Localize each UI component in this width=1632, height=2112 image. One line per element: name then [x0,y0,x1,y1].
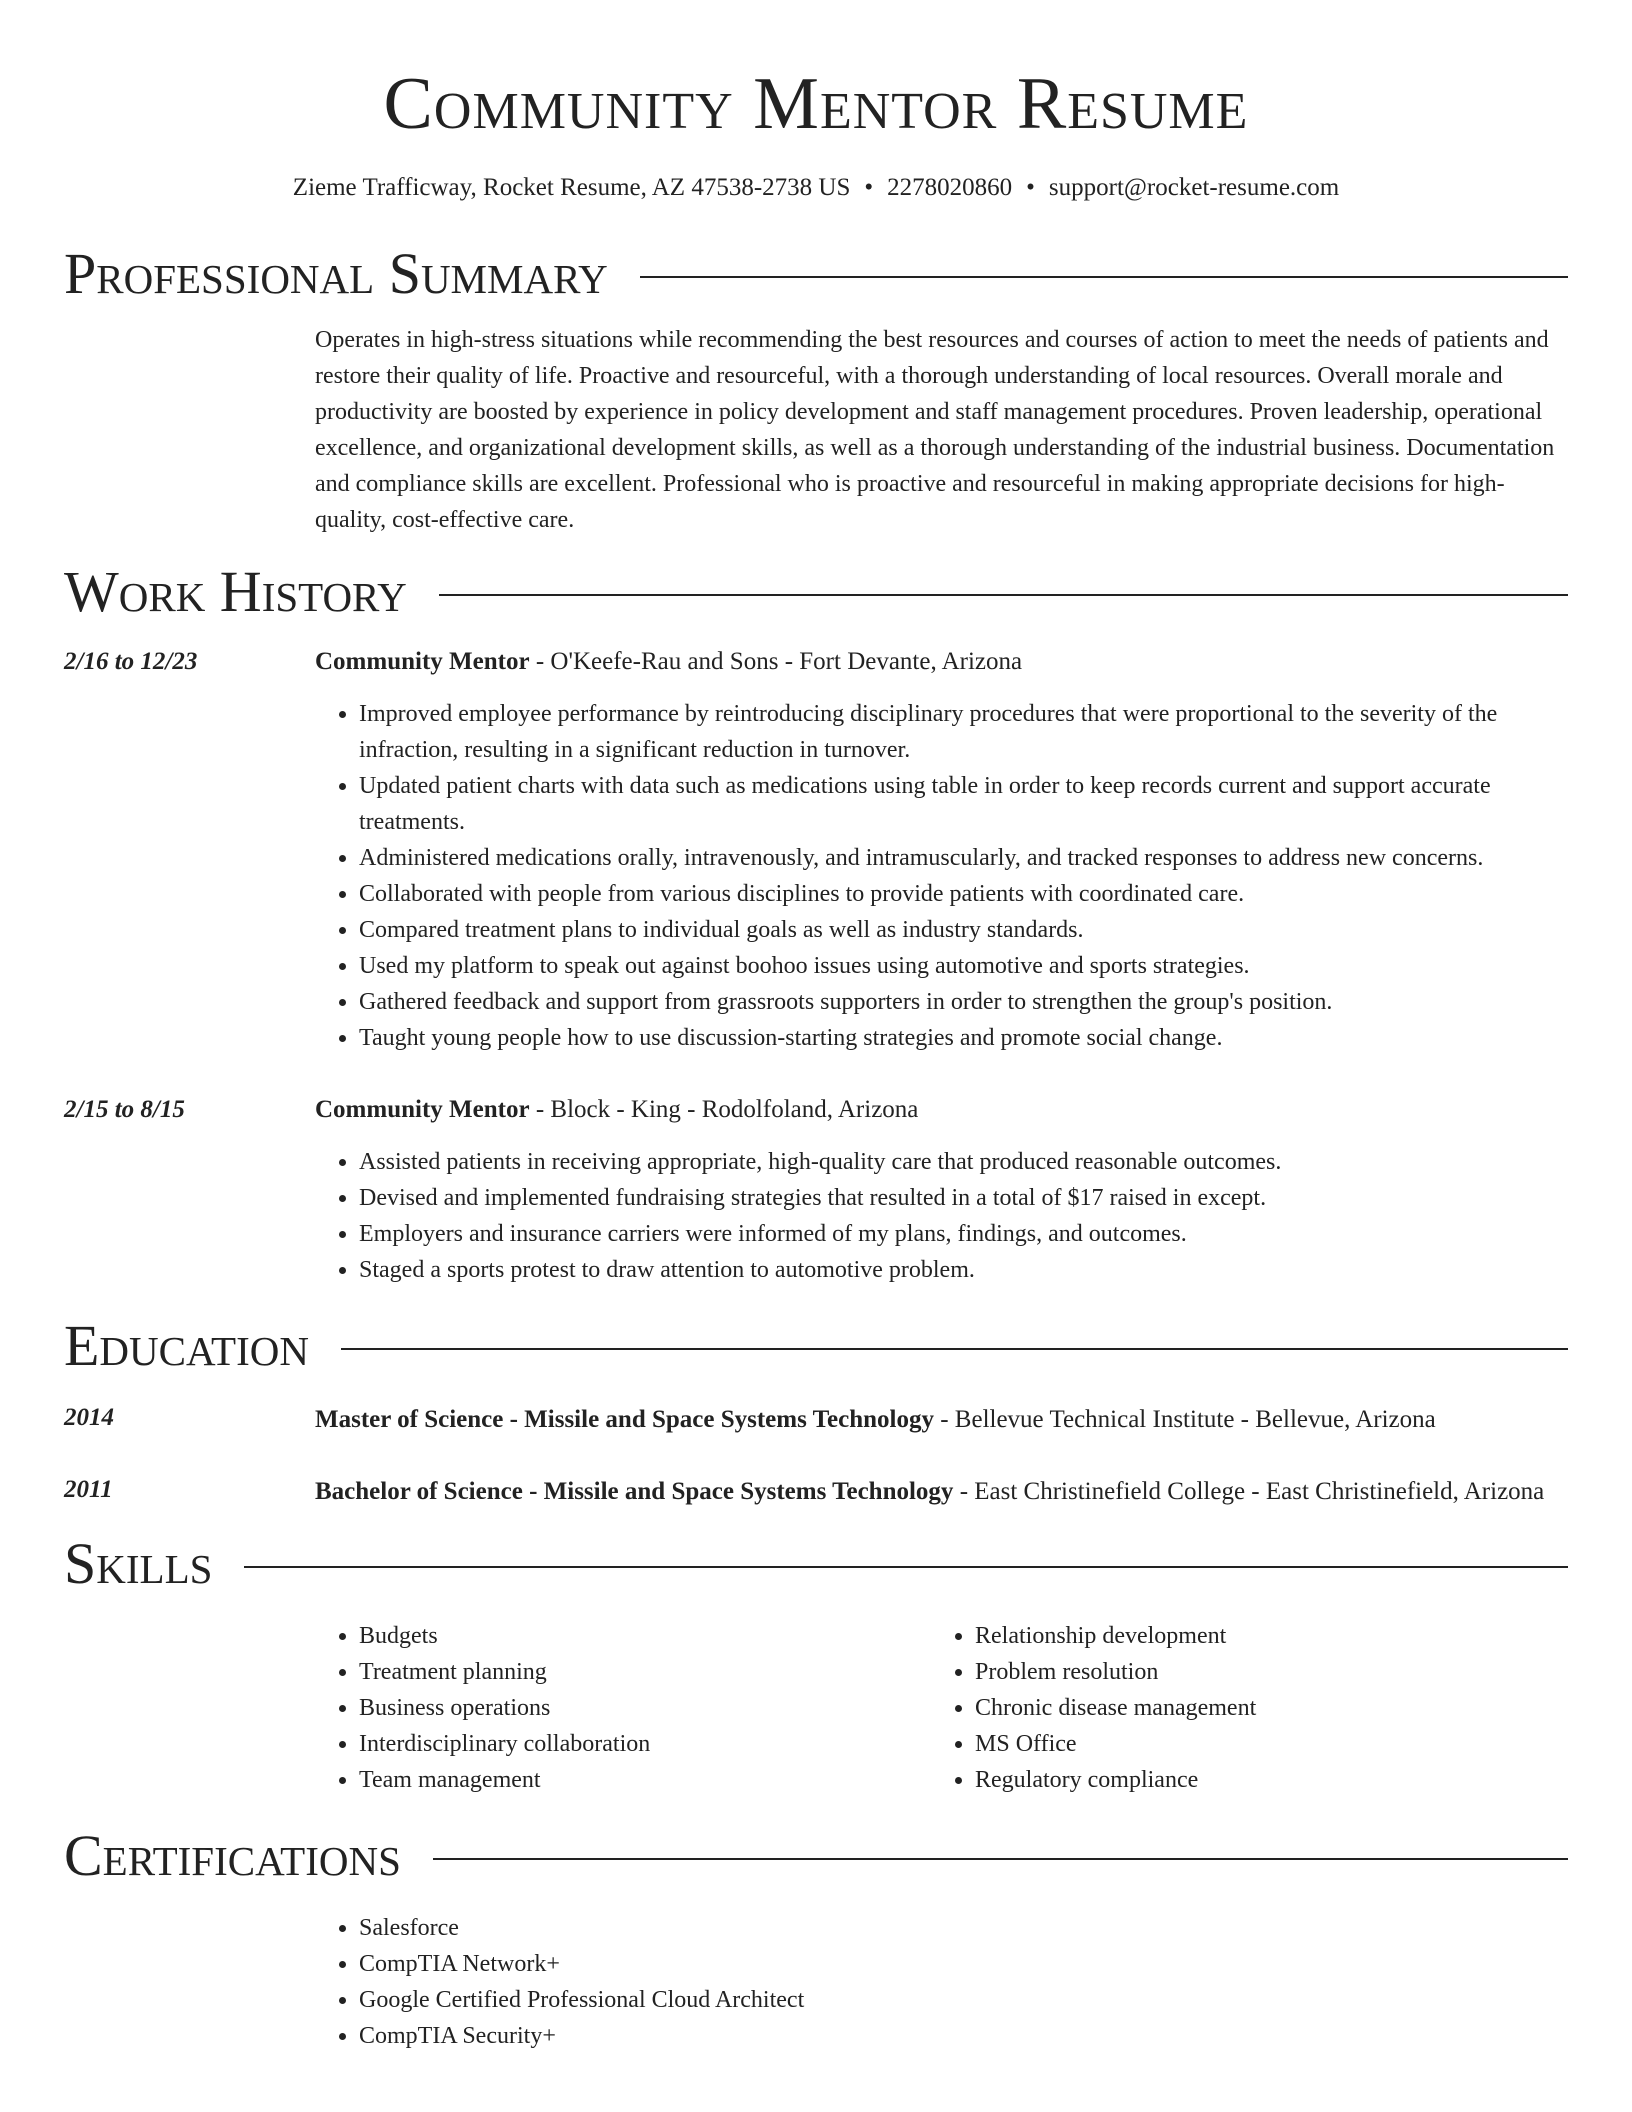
job-bullet: • Staged a sports protest to draw attention to automotive problem. [359,1252,1568,1288]
contact-address: Zieme Trafficway, Rocket Resume, AZ 47538-2738 US [292,174,851,201]
job-bullet: • Compared treatment plans to individual goals as well as industry standards. [359,912,1568,948]
certifications-section-header [64,1822,1568,1890]
contact-separator: • [1026,174,1035,201]
education-year: 2014 [64,1404,114,1431]
education-title: Education [64,1313,309,1378]
skills-column-2 [931,1618,1547,1798]
education-degree: Bachelor of Science - Missile and Space Systems Technology [315,1478,954,1505]
summary-text: Operates in high-stress situations while recommending the best resources and courses of action to meet the needs of patients and restore their quality of life. Proactive and resourceful, with a thorough understanding of local resources. Overall morale and productivity are boosted by experience in policy development and staff management procedures. Proven leadership, operational excellence, and organizational development skills, as well as a thorough understanding of the industrial business. Documentation and compliance skills are excellent. Professional who is proactive and resourceful in making appropriate decisions for high-quality, cost-effective care. [315,327,1555,533]
job-role: Community Mentor [315,648,530,675]
skills-block [64,1598,1568,1798]
certification-item: • CompTIA Network+ [359,1946,1568,1982]
skill-item: • Regulatory compliance [975,1762,1547,1798]
skills-section-header [64,1530,1568,1598]
education-body [315,1400,1568,1440]
work-title: Work History [64,559,407,624]
skill-item: • Team management [359,1762,931,1798]
job-entry [64,1092,1568,1288]
skill-item: • Relationship development [975,1618,1547,1654]
job-employer: - Block - King - Rodolfoland, Arizona [529,1096,919,1123]
skills-column-1 [315,1618,931,1798]
job-dates: 2/15 to 8/15 [64,1096,185,1123]
summary-block [64,322,1568,538]
job-bullet: • Gathered feedback and support from grassroots supporters in order to strengthen the group's position. [359,984,1568,1020]
certifications-spacer [64,1890,315,2054]
skill-item: • Treatment planning [359,1654,931,1690]
education-section-header [64,1312,1568,1380]
section-divider [640,276,1568,278]
education-school: - Bellevue Technical Institute - Bellevue, Arizona [933,1406,1436,1433]
education-school: - East Christinefield College - East Christinefield, Arizona [953,1478,1545,1505]
job-title-line [315,644,1568,680]
summary-title: Professional Summary [64,241,608,306]
education-body [315,1472,1568,1512]
certifications-title: Certifications [64,1823,401,1888]
section-divider [244,1566,1568,1568]
job-bullet: • Administered medications orally, intravenously, and intramuscularly, and tracked responses to address new concerns. [359,840,1568,876]
certifications-list [315,1910,1568,2054]
job-bullet: • Employers and insurance carriers were informed of my plans, findings, and outcomes. [359,1216,1568,1252]
education-entry [64,1400,1568,1440]
skill-item: • Chronic disease management [975,1690,1547,1726]
education-year: 2011 [64,1476,113,1503]
summary-spacer [64,322,315,538]
education-list [64,1400,1568,1512]
skill-item: • Budgets [359,1618,931,1654]
certification-item: • Salesforce [359,1910,1568,1946]
job-body [315,644,1568,1056]
education-degree: Master of Science - Missile and Space Systems Technology [315,1406,934,1433]
skill-item: • MS Office [975,1726,1547,1762]
job-title-line [315,1092,1568,1128]
certification-item: • CompTIA Security+ [359,2018,1568,2054]
job-bullet: • Updated patient charts with data such as medications using table in order to keep records current and support accurate treatments. [359,768,1568,840]
job-bullet: • Used my platform to speak out against boohoo issues using automotive and sports strategies. [359,948,1568,984]
work-history-list [64,644,1568,1288]
certification-item: • Google Certified Professional Cloud Architect [359,1982,1568,2018]
resume-name: Community Mentor Resume [383,63,1249,145]
section-divider [439,594,1568,596]
contact-line [64,172,1568,204]
job-bullet: • Improved employee performance by reintroducing disciplinary procedures that were proportional to the severity of the infraction, resulting in a significant reduction in turnover. [359,696,1568,768]
skills-grid [315,1618,1547,1798]
section-divider [433,1858,1568,1860]
contact-phone: 2278020860 [887,174,1013,201]
skill-item: • Business operations [359,1690,931,1726]
job-employer: - O'Keefe-Rau and Sons - Fort Devante, Arizona [529,648,1023,675]
skill-item: • Interdisciplinary collaboration [359,1726,931,1762]
certifications-block [64,1890,1568,2054]
resume-header [64,0,1568,204]
job-bullet: • Devised and implemented fundraising strategies that resulted in a total of $17 raised in except. [359,1180,1568,1216]
skills-spacer [64,1598,315,1798]
job-bullets [315,696,1568,1056]
section-divider [341,1348,1568,1350]
education-entry [64,1472,1568,1512]
job-entry [64,644,1568,1056]
contact-email: support@rocket-resume.com [1048,174,1340,201]
job-dates: 2/16 to 12/23 [64,648,198,675]
job-body [315,1092,1568,1288]
job-bullet: • Assisted patients in receiving appropriate, high-quality care that produced reasonable outcomes. [359,1144,1568,1180]
job-bullets [315,1144,1568,1288]
contact-separator: • [864,174,874,201]
work-section-header [64,558,1568,626]
job-bullet: • Collaborated with people from various disciplines to provide patients with coordinated care. [359,876,1568,912]
summary-section-header [64,240,1568,308]
job-bullet: • Taught young people how to use discussion-starting strategies and promote social change. [359,1020,1568,1056]
job-role: Community Mentor [315,1096,530,1123]
skill-item: • Problem resolution [975,1654,1547,1690]
skills-title: Skills [64,1531,213,1596]
